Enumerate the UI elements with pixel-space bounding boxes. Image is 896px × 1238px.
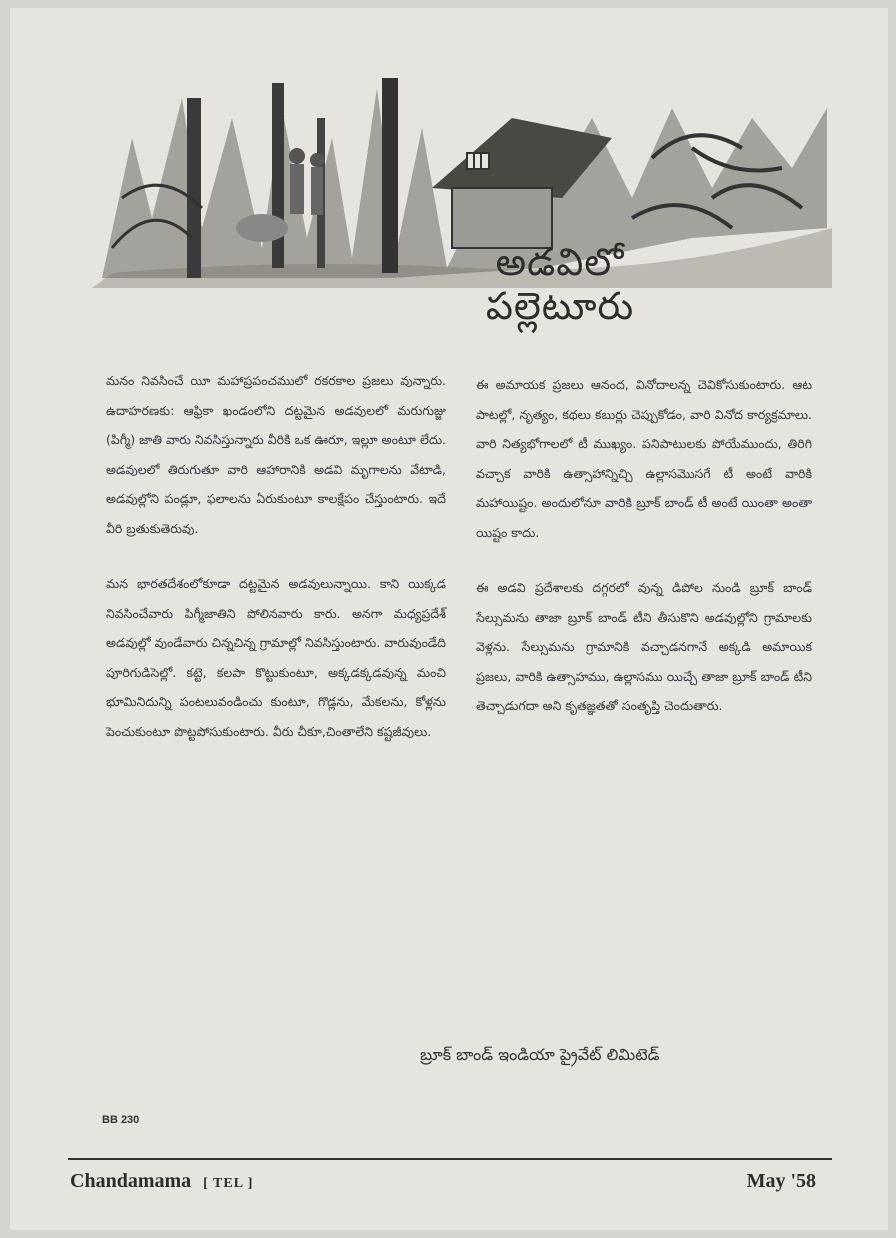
footer-issue: May '58 — [746, 1170, 816, 1192]
paragraph: ఈ అమాయక ప్రజలు ఆనంద, వినోదాలన్న చెవికోసుకుంటారు. ఆట పాటల్లో, నృత్యం, కథలు కబుర్లు చెప్పుకోడం, వారి వినోద కార్యక్రమాలు. వారి నిత్యభోగాలలో టీ ముఖ్యం. పనిపాటులకు పోయేముందు, తిరిగి వచ్చాక వారికి ఉత్సాహాన్నిచ్చి ఉల్లాసమొసగే టీ అంటే వారికి మహాయిష్టం. అందులోనూ వారికి బ్రూక్ బాండ్ టీ అంటే యింతా అంతా యిష్టం కాదు. — [476, 377, 812, 540]
footer-magazine — [70, 1170, 253, 1193]
company-signature: బ్రూక్ బాండ్ ఇండియా ప్రైవేట్ లిమిటెడ్ — [420, 1045, 660, 1064]
paragraph: మన భారతదేశంలోకూడా దట్టమైన అడవులున్నాయి. కాని యిక్కడ నివసించేవారు పిగ్మీజాతిని పోలినవారు కారు. అనగా మధ్యప్రదేశ్ అడవుల్లో వుండేవారు చిన్నచిన్న గ్రామాల్లో నివసిస్తుంటారు. వారువుండేది పూరిగుడిసెల్లో. కట్టె, కలపా కొట్టుకుంటూ, అక్కడక్కడవున్న మంచి భూమినిదున్ని పంటలువండించు కుంటూ, గొడ్లను, మేకలను, కోళ్లను పెంచుకుంటూ పొట్టపోసుకుంటారు. వీరు చీకూ,చింతాలేని కష్టజీవులు. — [106, 576, 446, 739]
paragraph: ఈ అడవి ప్రదేశాలకు దగ్గరలో వున్న డిపోల నుండి బ్రూక్ బాండ్ సేల్సుమను తాజా బ్రూక్ బాండ్ టీని తీసుకొని అడవుల్లోని గ్రామాలకు వెళ్లను. సేల్సుమను గ్రామానికి వచ్చాడనగానే అక్కడి అమాయిక ప్రజలు, వారికి ఉత్సాహము, ఉల్లాసము యిచ్చే తాజా బ్రూక్ బాండ్ టీని తెచ్చాడుగదా అని కృతజ్ఞతతో సంతృప్తి చెందుతారు. — [476, 580, 812, 713]
footer-divider — [68, 1158, 832, 1160]
title-line-2: పల్లెటూరు — [485, 284, 635, 328]
right-column — [476, 370, 812, 747]
language-tag: [ TEL ] — [203, 1176, 254, 1191]
paragraph: మనం నివసించే యీ మహాప్రపంచములో రకరకాల ప్రజలు వున్నారు. ఉదాహరణకు: ఆఫ్రికా ఖండంలోని దట్టమైన అడవులలో మరుగుజ్జు (పిగ్మీ) జాతి వారు నివసిస్తున్నారు వీరికి ఒక ఊరూ, ఇల్లూ అంటూ లేదు. అడవులలో తిరుగుతూ వారి ఆహారానికి అడవి మృగాలను వేటాడి, అడవుల్లోని పండ్లూ, ఫలాలను ఏరుకుంటూ కాలక్షేపం చేస్తుంటారు. ఇదే వీరి బ్రతుకుతెరువు. — [106, 373, 446, 536]
left-column — [106, 366, 446, 772]
page — [10, 8, 888, 1230]
ad-code: BB 230 — [102, 1114, 140, 1126]
page-title — [410, 240, 710, 328]
title-line-1: అడవిలో — [495, 240, 625, 284]
magazine-name: Chandamama — [70, 1170, 192, 1192]
